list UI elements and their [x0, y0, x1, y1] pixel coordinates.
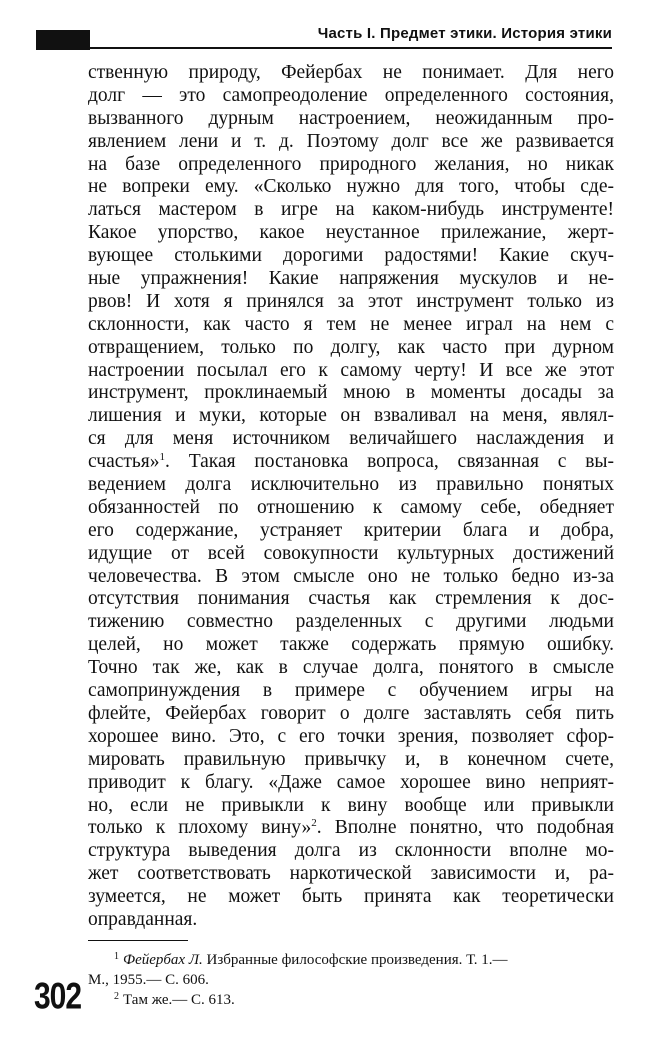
text-line: вующее столькими дорогими радостями! Какие скуч- — [88, 245, 614, 267]
text-line: отсутствия понимания счастья как стремления к дос- — [88, 588, 614, 610]
text-line: его содержание, устраняет критерии блага и добра, — [88, 519, 614, 541]
text-line: мировать правильную привычку и, в конечном счете, — [88, 748, 614, 770]
footnote-ref-2: 2 — [311, 817, 317, 830]
text-line: рвов! И хотя я принялся за этот инструмент только из — [88, 290, 614, 312]
text-line: не вопреки ему. «Сколько нужно для того, чтобы сде- — [88, 176, 614, 198]
text-fragment: . Такая постановка вопроса, связанная с вы- — [165, 451, 614, 473]
text-line: настроении посылал его к самому черту! И все же этот — [88, 359, 614, 381]
text-line: вызванного дурным настроением, неожиданным про- — [88, 107, 614, 129]
text-line: человечества. В этом смысле оно не только бедно из-за — [88, 565, 614, 587]
text-line-with-footnote-ref — [88, 451, 614, 474]
text-line: но, если не привыкли к вину вообще или привыкли — [88, 794, 614, 816]
text-line: обязанностей по отношению к самому себе, обедняет — [88, 496, 614, 518]
text-fragment: счастья» — [88, 451, 160, 473]
text-line: целей, но может также содержать прямую ошибку. — [88, 634, 614, 656]
text-line: на базе определенного природного желания, но никак — [88, 153, 614, 175]
text-line: ся для меня источником величайшего наслаждения и — [88, 428, 614, 450]
text-line: склонности, как часто я тем не менее играл на нем с — [88, 313, 614, 335]
footnote-number: 2 — [114, 991, 119, 1002]
text-line: зумеется, не может быть принята как теоретически — [88, 886, 614, 908]
text-line: отвращением, только по долгу, как часто при дурном — [88, 336, 614, 358]
footnote-text: Избранные философские произведения. Т. 1.— — [202, 952, 508, 968]
text-line: ственную природу, Фейербах не понимает. Для него — [88, 62, 614, 83]
footnote-number: 1 — [114, 951, 119, 962]
footnote-1 — [88, 950, 614, 970]
text-line: Какое упорство, какое неустанное прилежание, жерт- — [88, 222, 614, 244]
header-black-bar — [36, 30, 90, 50]
text-line: жет соответствовать наркотической зависимости и, ра- — [88, 863, 614, 885]
text-line: флейте, Фейербах говорит о долге заставлять себя пить — [88, 702, 614, 724]
text-line: Точно так же, как в случае долга, понятого в смысле — [88, 657, 614, 679]
text-line: долг — это самопреодоление определенного состояния, — [88, 84, 614, 106]
page-number: 302 — [34, 976, 82, 1018]
text-line: ные упражнения! Какие напряжения мускулов и не- — [88, 268, 614, 290]
text-line: самопринуждения в примере с обучением игры на — [88, 680, 614, 702]
text-line: явлением лени и т. д. Поэтому долг все же развивается — [88, 130, 614, 152]
body-text — [88, 62, 614, 932]
footnote-2 — [88, 990, 614, 1010]
text-line: тижению совместно разделенных с другими людьми — [88, 611, 614, 633]
text-line: латься мастером в игре на каком-нибудь инструменте! — [88, 199, 614, 221]
text-line: структура выведения долга из склонности вполне мо- — [88, 840, 614, 862]
text-line-last: оправданная. — [88, 908, 198, 930]
footnote-author: Фейербах Л. — [123, 952, 203, 968]
footnote-ref-1: 1 — [159, 451, 166, 464]
running-head: Часть I. Предмет этики. История этики — [317, 25, 612, 42]
text-line-with-footnote-ref — [88, 817, 614, 840]
text-line: ведением долга исключительно из правильно понятых — [88, 474, 614, 496]
text-line: лишения и муки, которые он взваливал на меня, являл- — [88, 405, 614, 427]
footnote-rule — [88, 940, 188, 941]
text-line: инструмент, проклинаемый мною в моменты досады за — [88, 382, 614, 404]
text-line: идущие от всей совокупности культурных достижений — [88, 542, 614, 564]
footnote-text: Там же.— С. 613. — [123, 992, 235, 1008]
text-line: приводит к благу. «Даже самое хорошее вино неприят- — [88, 771, 614, 793]
footnotes — [88, 950, 614, 1010]
text-fragment: только к плохому вину» — [88, 817, 312, 839]
footnote-1-continuation: М., 1955.— С. 606. — [88, 972, 209, 988]
text-fragment: . Вполне понятно, что подобная — [316, 817, 615, 839]
header-rule — [90, 47, 612, 49]
text-line: хорошее вино. Это, с его точки зрения, позволяет сфор- — [88, 725, 614, 747]
